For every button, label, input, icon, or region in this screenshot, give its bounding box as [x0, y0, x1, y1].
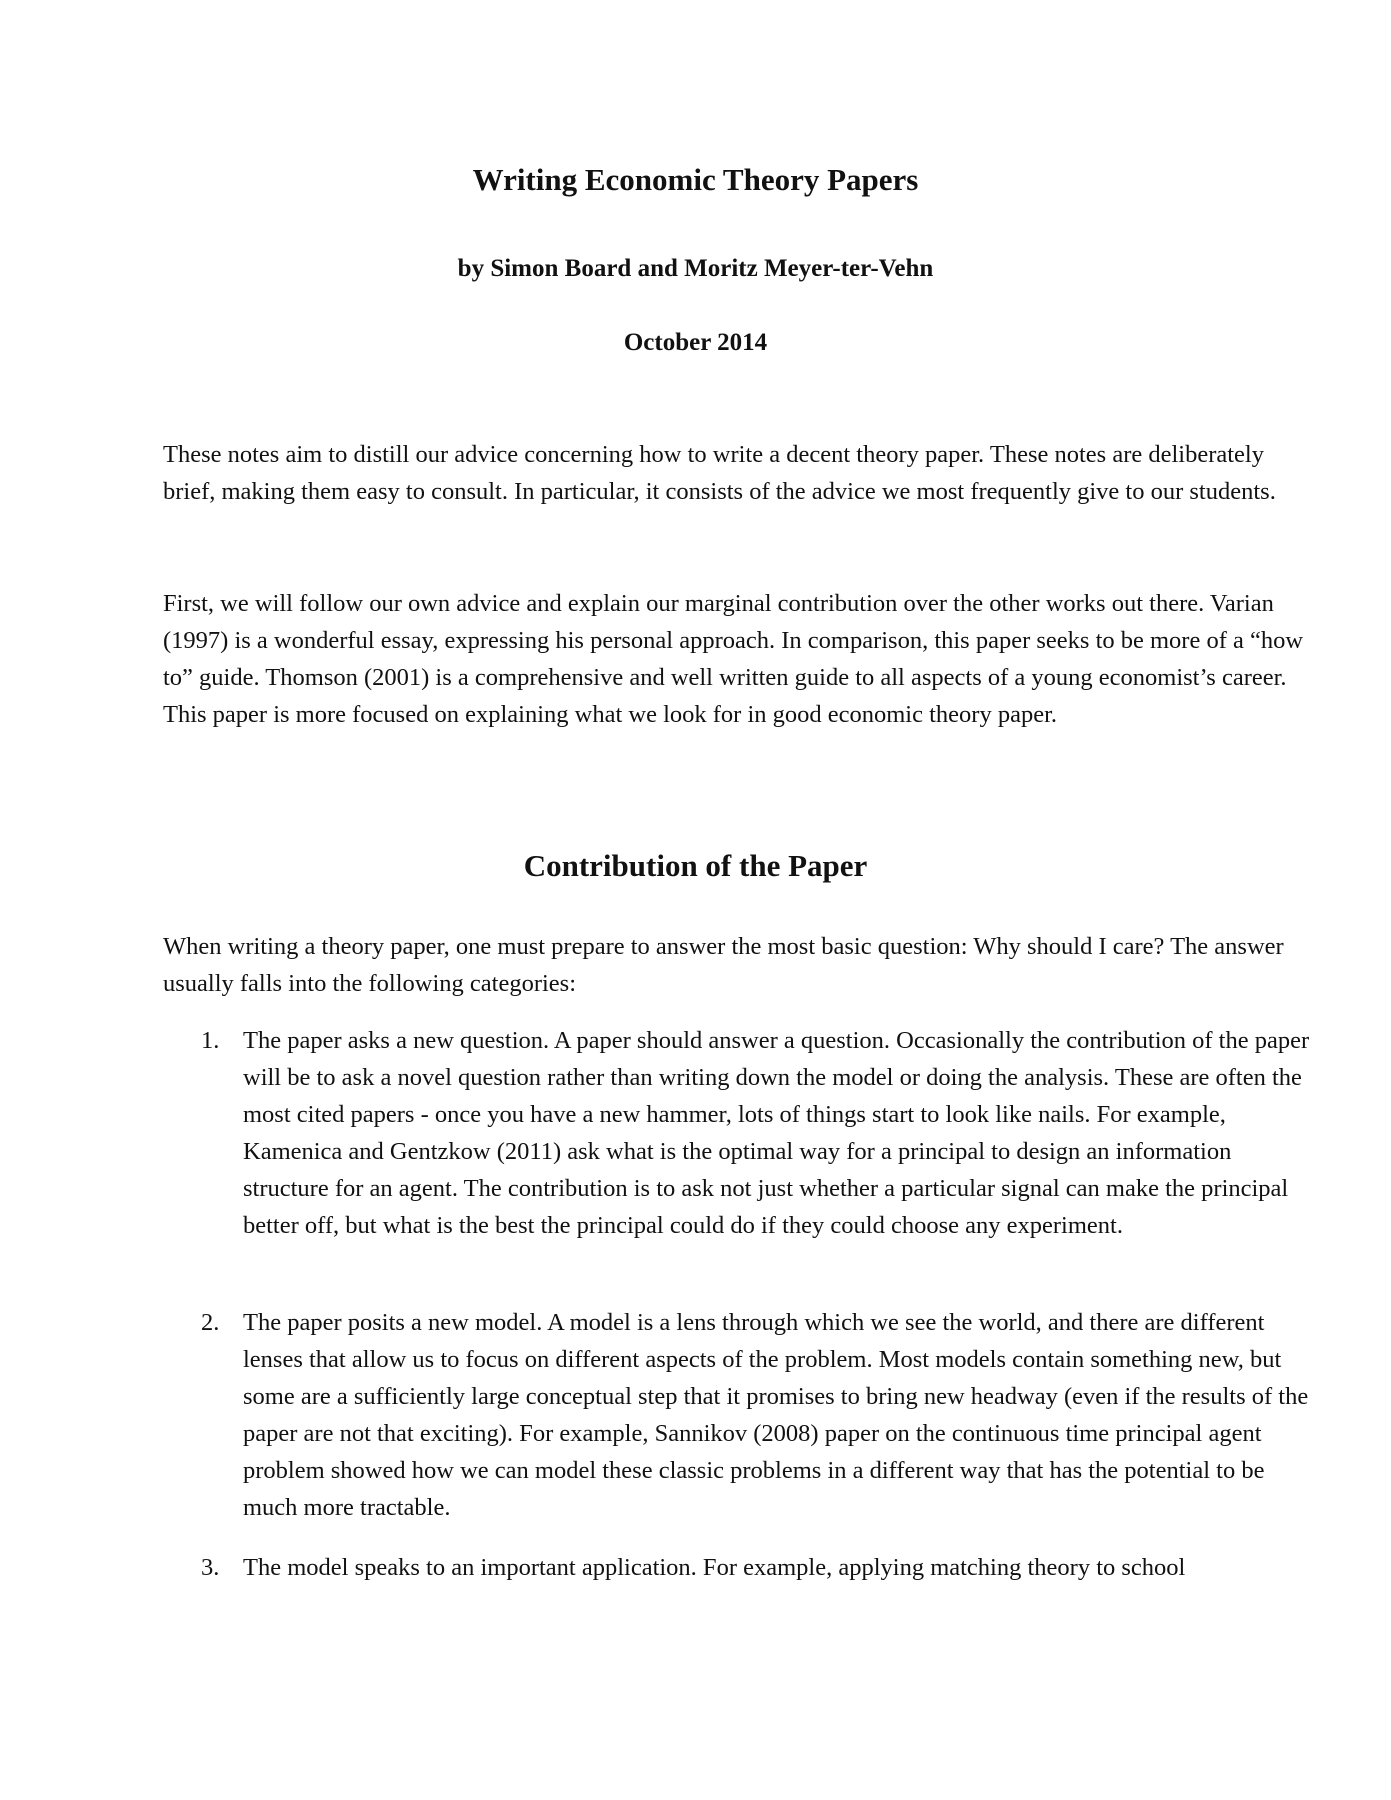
author-line: by Simon Board and Moritz Meyer-ter-Vehn — [457, 255, 934, 282]
intro-paragraph: These notes aim to distill our advice concerning how to write a decent theory paper. These notes are deliberately brief, making them easy to consult. In particular, it consists of the advice we most frequently give to our students. — [163, 441, 1276, 505]
list-item-number: 1. — [201, 1027, 220, 1054]
section-lead-paragraph: When writing a theory paper, one must prepare to answer the most basic question: Why should I care? The answer usually falls into the following categories: — [163, 933, 1284, 997]
section-heading: Contribution of the Paper — [523, 848, 868, 883]
list-item-number: 3. — [201, 1554, 220, 1581]
list-item-text: The paper asks a new question. A paper should answer a question. Occasionally the contribution of the paper will be to ask a novel question rather than writing down the model or doing the analysis. These are often the most cited papers - once you have a new hammer, lots of things start to look like nails. For example, Kamenica and Gentzkow (2011) ask what is the optimal way for a principal to design an information structure for an agent. The contribution is to ask not just whether a particular signal can make the principal better off, but what is the best the principal could do if they could choose any experiment. — [243, 1027, 1310, 1239]
date-line: October 2014 — [623, 329, 768, 356]
list-item-number: 2. — [201, 1309, 220, 1336]
intro-paragraph: First, we will follow our own advice and explain our marginal contribution over the other works out there. Varian (1997) is a wonderful essay, expressing his personal approach. In comparison, this paper seeks to be more of a “how to” guide. Thomson (2001) is a comprehensive and well written guide to all aspects of a young economist’s career. This paper is more focused on explaining what we look for in good economic theory paper. — [163, 590, 1304, 728]
list-item-text: The model speaks to an important application. For example, applying matching theory to school — [243, 1554, 1186, 1581]
list-item-text: The paper posits a new model. A model is a lens through which we see the world, and there are different lenses that allow us to focus on different aspects of the problem. Most models contain something new, but some are a sufficiently large conceptual step that it promises to bring new headway (even if the results of the paper are not that exciting). For example, Sannikov (2008) paper on the continuous time principal agent problem showed how we can model these classic problems in a different way that has the potential to be much more tractable. — [243, 1309, 1309, 1521]
document-title: Writing Economic Theory Papers — [472, 162, 919, 197]
